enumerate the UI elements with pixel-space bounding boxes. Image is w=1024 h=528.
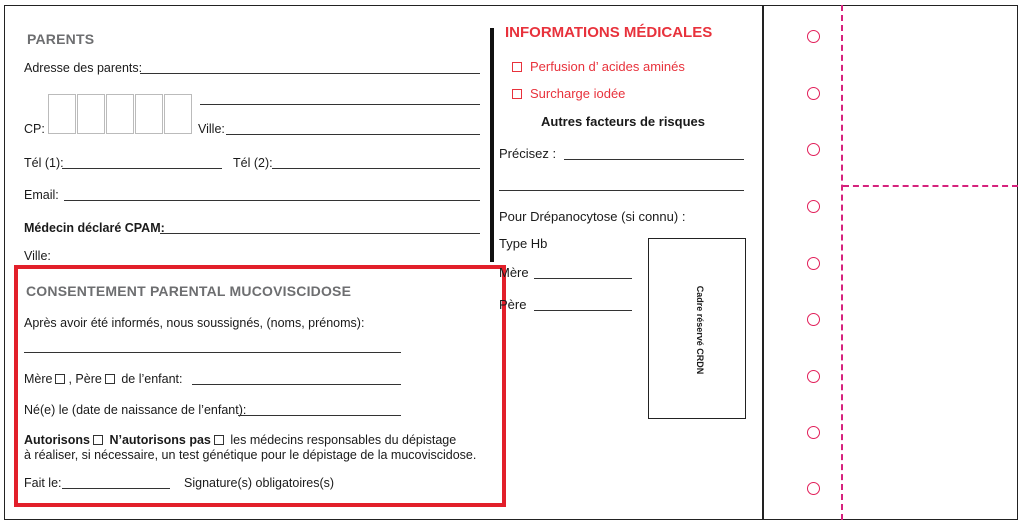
parent-role-line — [24, 371, 183, 387]
medical-option — [512, 59, 685, 75]
born-label: Né(e) le (date de naissance de l’enfant): — [24, 403, 247, 417]
tel2-label: Tél (2): — [233, 156, 273, 170]
drepano-label: Pour Drépanocytose (si connu) : — [499, 209, 686, 224]
mere-checkbox[interactable] — [55, 374, 65, 384]
typehb-pere-label: Père — [499, 297, 527, 312]
medical-title: INFORMATIONS MÉDICALES — [505, 24, 713, 41]
not-authorize-checkbox[interactable] — [214, 435, 224, 445]
statement-line1: les médecins responsables du dépistage — [230, 433, 457, 447]
done-label: Fait le: — [24, 476, 62, 490]
punch-hole-icon — [807, 482, 820, 495]
medical-option — [512, 86, 625, 102]
typehb-label: Type Hb — [499, 236, 548, 251]
address-field-line2[interactable] — [200, 104, 480, 105]
cp-digit-box[interactable] — [77, 94, 105, 134]
punch-hole-icon — [807, 30, 820, 43]
parents-title: PARENTS — [27, 31, 95, 47]
child-name-field[interactable] — [192, 384, 401, 385]
perforation-vertical — [841, 5, 843, 520]
tel2-field[interactable] — [272, 168, 480, 169]
pere-label: , Père — [68, 372, 102, 386]
authorize-label: Autorisons — [24, 433, 90, 447]
tel1-field[interactable] — [62, 168, 222, 169]
medical-option-checkbox[interactable] — [512, 62, 522, 72]
cp-digit-box[interactable] — [106, 94, 134, 134]
punch-hole-icon — [807, 370, 820, 383]
punch-hole-icon — [807, 257, 820, 270]
medical-option-label: Surcharge iodée — [530, 86, 626, 101]
mere-label: Mère — [24, 372, 53, 386]
specify-field[interactable] — [564, 159, 744, 160]
email-label: Email: — [24, 188, 59, 202]
doctor-label: Médecin déclaré CPAM: — [24, 221, 165, 235]
typehb-pere-field[interactable] — [534, 310, 632, 311]
birthdate-field[interactable] — [238, 415, 401, 416]
punch-hole-icon — [807, 143, 820, 156]
risk-title: Autres facteurs de risques — [541, 114, 706, 129]
child-label: de l’enfant: — [121, 372, 183, 386]
pere-checkbox[interactable] — [105, 374, 115, 384]
ville-field[interactable] — [226, 134, 480, 135]
email-field[interactable] — [64, 200, 480, 201]
cp-digit-box[interactable] — [48, 94, 76, 134]
authorization-line — [24, 432, 456, 448]
crdn-reserved-label: Cadre réservé CRDN — [695, 285, 705, 375]
punch-hole-icon — [807, 87, 820, 100]
punch-hole-icon — [807, 313, 820, 326]
consent-title: CONSENTEMENT PARENTAL MUCOVISCIDOSE — [26, 283, 352, 299]
specify-field-line2[interactable] — [499, 190, 744, 191]
typehb-mere-field[interactable] — [534, 278, 632, 279]
consent-intro: Après avoir été informés, nous soussignés, (noms, prénoms): — [24, 316, 365, 330]
names-field[interactable] — [24, 352, 401, 353]
punch-hole-icon — [807, 200, 820, 213]
authorize-checkbox[interactable] — [93, 435, 103, 445]
ville-label: Ville: — [198, 122, 225, 136]
doctor-city-label: Ville: — [24, 249, 51, 263]
signature-label: Signature(s) obligatoires(s) — [184, 476, 335, 490]
tear-off-separator — [762, 5, 764, 520]
doctor-field[interactable] — [160, 233, 480, 234]
specify-label: Précisez : — [499, 146, 557, 161]
cp-digit-box[interactable] — [164, 94, 192, 134]
medical-option-label: Perfusion d’ acides aminés — [530, 59, 685, 74]
perforation-horizontal — [843, 185, 1018, 187]
done-date-field[interactable] — [62, 488, 170, 489]
cp-digit-box[interactable] — [135, 94, 163, 134]
cp-label: CP: — [24, 122, 45, 136]
not-authorize-label: N’autorisons pas — [109, 433, 211, 447]
address-field[interactable] — [140, 73, 480, 74]
medical-option-checkbox[interactable] — [512, 89, 522, 99]
tel1-label: Tél (1): — [24, 156, 64, 170]
punch-hole-icon — [807, 426, 820, 439]
section-divider — [490, 28, 494, 262]
typehb-mere-label: Mère — [499, 265, 529, 280]
address-label: Adresse des parents: — [24, 61, 143, 75]
statement-line2: à réaliser, si nécessaire, un test génétique pour le dépistage de la mucoviscidose. — [24, 448, 477, 462]
crdn-reserved-box — [648, 238, 746, 419]
